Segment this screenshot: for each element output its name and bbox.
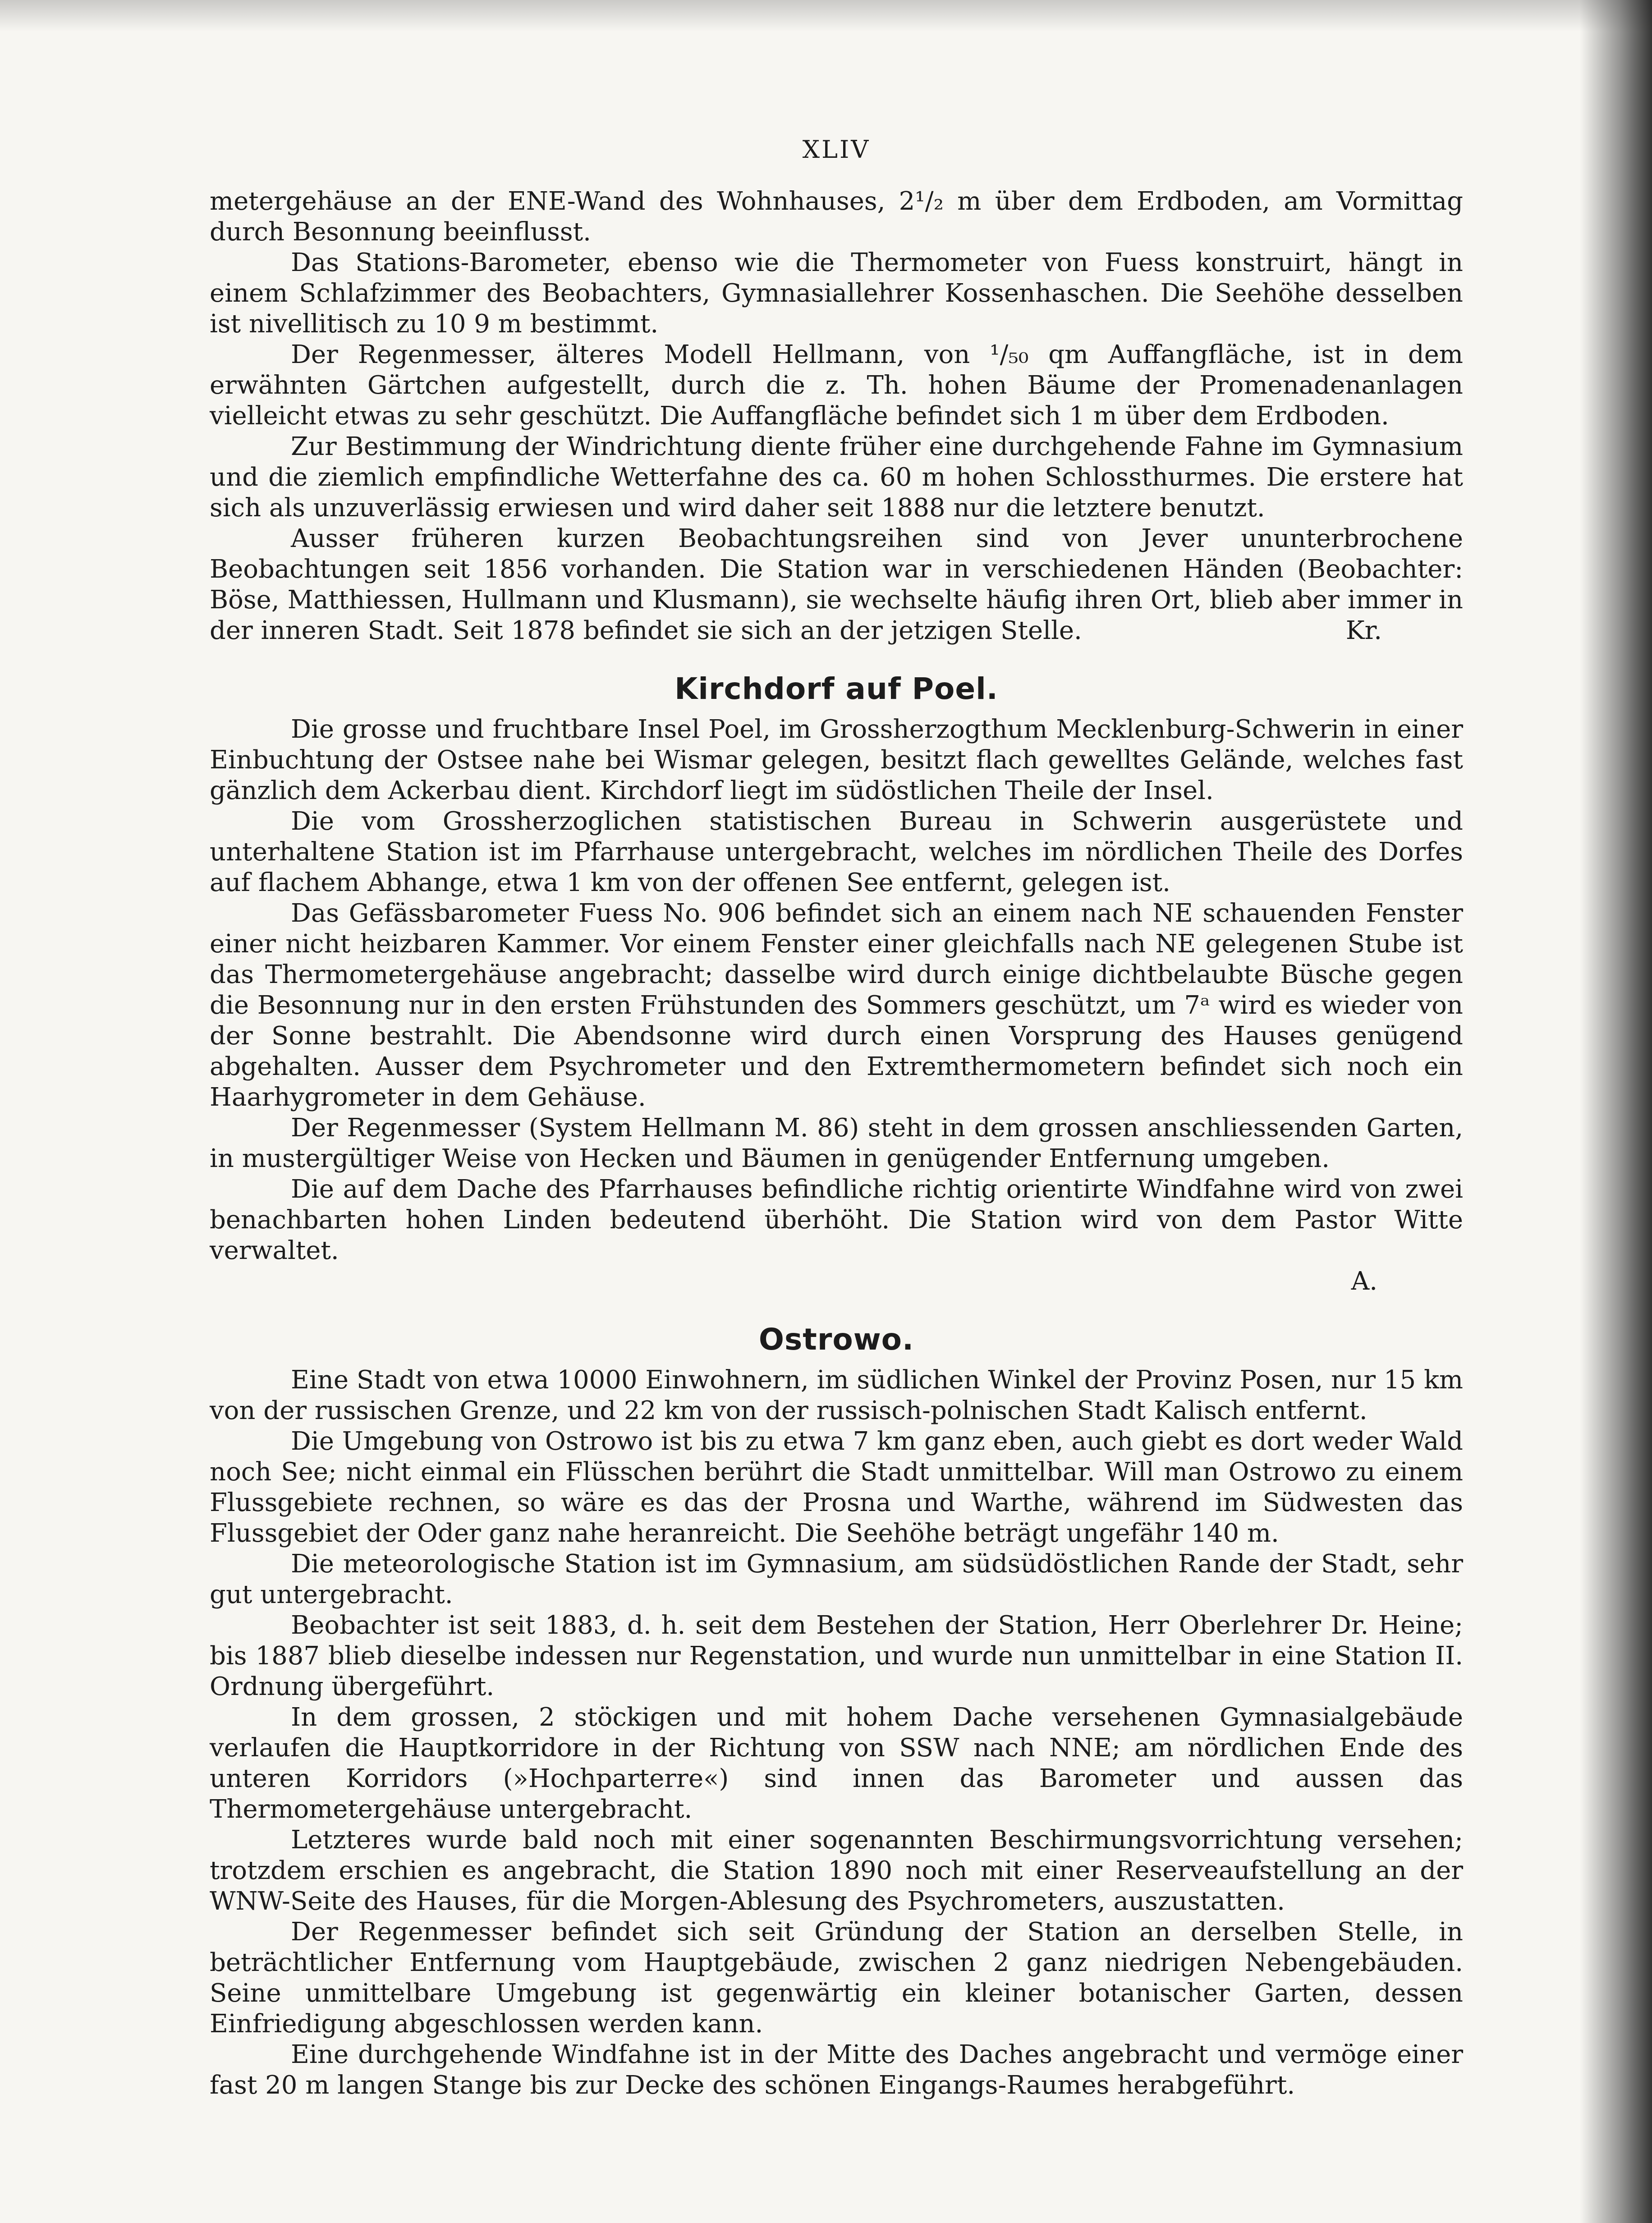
section-ostrowo: [210, 1322, 1463, 2101]
paragraph: Eine Stadt von etwa 10000 Einwohnern, im südlichen Winkel der Provinz Posen, nur 15 km von der russischen Grenze, und 22 km von der russisch-polnischen Stadt Kalisch entfernt.: [210, 1365, 1463, 1425]
paragraph: Ausser früheren kurzen Beobachtungsreihen sind von Jever ununterbrochene Beobachtungen seit 1856 vorhanden. Die Station war in verschiedenen Händen (Beobachter: Böse, Matthiessen, Hullmann und Klusmann), sie wechselte häufig ihren Ort, blieb aber immer in der inneren Stadt. Seit 1878 befindet sie sich an der jetzigen Stelle.: [210, 524, 1463, 645]
author-signature: A.: [1351, 1267, 1377, 1296]
scan-shadow-top: [0, 0, 1652, 32]
paragraph: Eine durchgehende Windfahne ist in der Mitte des Daches angebracht und vermöge einer fast 20 m langen Stange bis zur Decke des schönen Eingangs-Raumes herabgeführt.: [210, 2040, 1463, 2100]
paragraph: Der Regenmesser (System Hellmann M. 86) steht in dem grossen anschliessenden Garten, in mustergültiger Weise von Hecken und Bäumen in genügender Entfernung umgeben.: [210, 1113, 1463, 1173]
paragraph: Die vom Grossherzoglichen statistischen Bureau in Schwerin ausgerüstete und unterhaltene Station ist im Pfarrhause untergebracht, welches im nördlichen Theile des Dorfes auf flachem Abhange, etwa 1 km von der offenen See entfernt, gelegen ist.: [210, 807, 1463, 897]
section-heading: Kirchdorf auf Poel.: [675, 671, 998, 706]
paragraph: In dem grossen, 2 stöckigen und mit hohem Dache versehenen Gymnasialgebäude verlaufen die Hauptkorridore in der Richtung von SSW nach NNE; am nördlichen Ende des unteren Korridors (»Hochparterre«) sind innen das Barometer und aussen das Thermometergehäuse untergebracht.: [210, 1703, 1463, 1824]
section-jever-continued: [210, 186, 1463, 646]
paragraph: Das Gefässbarometer Fuess No. 906 befindet sich an einem nach NE schauenden Fenster einer nicht heizbaren Kammer. Vor einem Fenster einer gleichfalls nach NE gelegenen Stube ist das Thermometergehäuse angebracht; dasselbe wird durch einige dichtbelaubte Büsche gegen die Besonnung nur in den ersten Frühstunden des Sommers geschützt, um 7ᵃ wird es wieder von der Sonne bestrahlt. Die Abendsonne wird durch einen Vorsprung des Hauses genügend abgehalten. Ausser dem Psychrometer und den Extremthermometern befindet sich noch ein Haarhygrometer in dem Gehäuse.: [210, 899, 1463, 1112]
paragraph: Die auf dem Dache des Pfarrhauses befindliche richtig orientirte Windfahne wird von zwei benachbarten hohen Linden bedeutend überhöht. Die Station wird von dem Pastor Witte verwaltet.: [210, 1175, 1463, 1265]
paragraph: Letzteres wurde bald noch mit einer sogenannten Beschirmungsvorrichtung versehen; trotzdem erschien es angebracht, die Station 1890 noch mit einer Reserveaufstellung an der WNW-Seite des Hauses, für die Morgen-Ablesung des Psychrometers, auszustatten.: [210, 1825, 1463, 1916]
paragraph: Die meteorologische Station ist im Gymnasium, am südsüdöstlichen Rande der Stadt, sehr gut untergebracht.: [210, 1549, 1463, 1609]
paragraph: metergehäuse an der ENE-Wand des Wohnhauses, 2¹/₂ m über dem Erdboden, am Vormittag durch Besonnung beeinflusst.: [210, 187, 1463, 247]
page-number: XLIV: [802, 135, 871, 164]
paragraph: Das Stations-Barometer, ebenso wie die Thermometer von Fuess konstruirt, hängt in einem Schlafzimmer des Beobachters, Gymnasiallehrer Kossenhaschen. Die Seehöhe desselben ist nivellitisch zu 10 9 m bestimmt.: [210, 248, 1463, 339]
document-page: [210, 135, 1463, 2101]
paragraph: Beobachter ist seit 1883, d. h. seit dem Bestehen der Station, Herr Oberlehrer Dr. Heine; bis 1887 blieb dieselbe indessen nur Regenstation, und wurde nun unmittelbar in eine Station II. Ordnung übergeführt.: [210, 1611, 1463, 1701]
author-signature: Kr.: [1345, 616, 1382, 645]
section-heading: Ostrowo.: [758, 1322, 914, 1357]
scan-shadow-right: [1580, 0, 1652, 2223]
paragraph: Die Umgebung von Ostrowo ist bis zu etwa 7 km ganz eben, auch giebt es dort weder Wald noch See; nicht einmal ein Flüsschen berührt die Stadt unmittelbar. Will man Ostrowo zu einem Flussgebiete rechnen, so wäre es das der Prosna und Warthe, während im Südwesten das Flussgebiet der Oder ganz nahe heranreicht. Die Seehöhe beträgt ungefähr 140 m.: [210, 1427, 1463, 1548]
paragraph: Der Regenmesser befindet sich seit Gründung der Station an derselben Stelle, in beträchtlicher Entfernung vom Hauptgebäude, zwischen 2 ganz niedrigen Nebengebäuden. Seine unmittelbare Umgebung ist gegenwärtig ein kleiner botanischer Garten, dessen Einfriedigung abgeschlossen werden kann.: [210, 1917, 1463, 2039]
paragraph: Zur Bestimmung der Windrichtung diente früher eine durchgehende Fahne im Gymnasium und die ziemlich empfindliche Wetterfahne des ca. 60 m hohen Schlossthurmes. Die erstere hat sich als unzuverlässig erwiesen und wird daher seit 1888 nur die letztere benutzt.: [210, 432, 1463, 523]
section-kirchdorf: [210, 671, 1463, 1297]
paragraph: Die grosse und fruchtbare Insel Poel, im Grossherzogthum Mecklenburg-Schwerin in einer Einbuchtung der Ostsee nahe bei Wismar gelegen, besitzt flach gewelltes Gelände, welches fast gänzlich dem Ackerbau dient. Kirchdorf liegt im südöstlichen Theile der Insel.: [210, 715, 1463, 805]
paragraph: Der Regenmesser, älteres Modell Hellmann, von ¹/₅₀ qm Auffangfläche, ist in dem erwähnten Gärtchen aufgestellt, durch die z. Th. hohen Bäume der Promenadenanlagen vielleicht etwas zu sehr geschützt. Die Auffangfläche befindet sich 1 m über dem Erdboden.: [210, 340, 1463, 431]
